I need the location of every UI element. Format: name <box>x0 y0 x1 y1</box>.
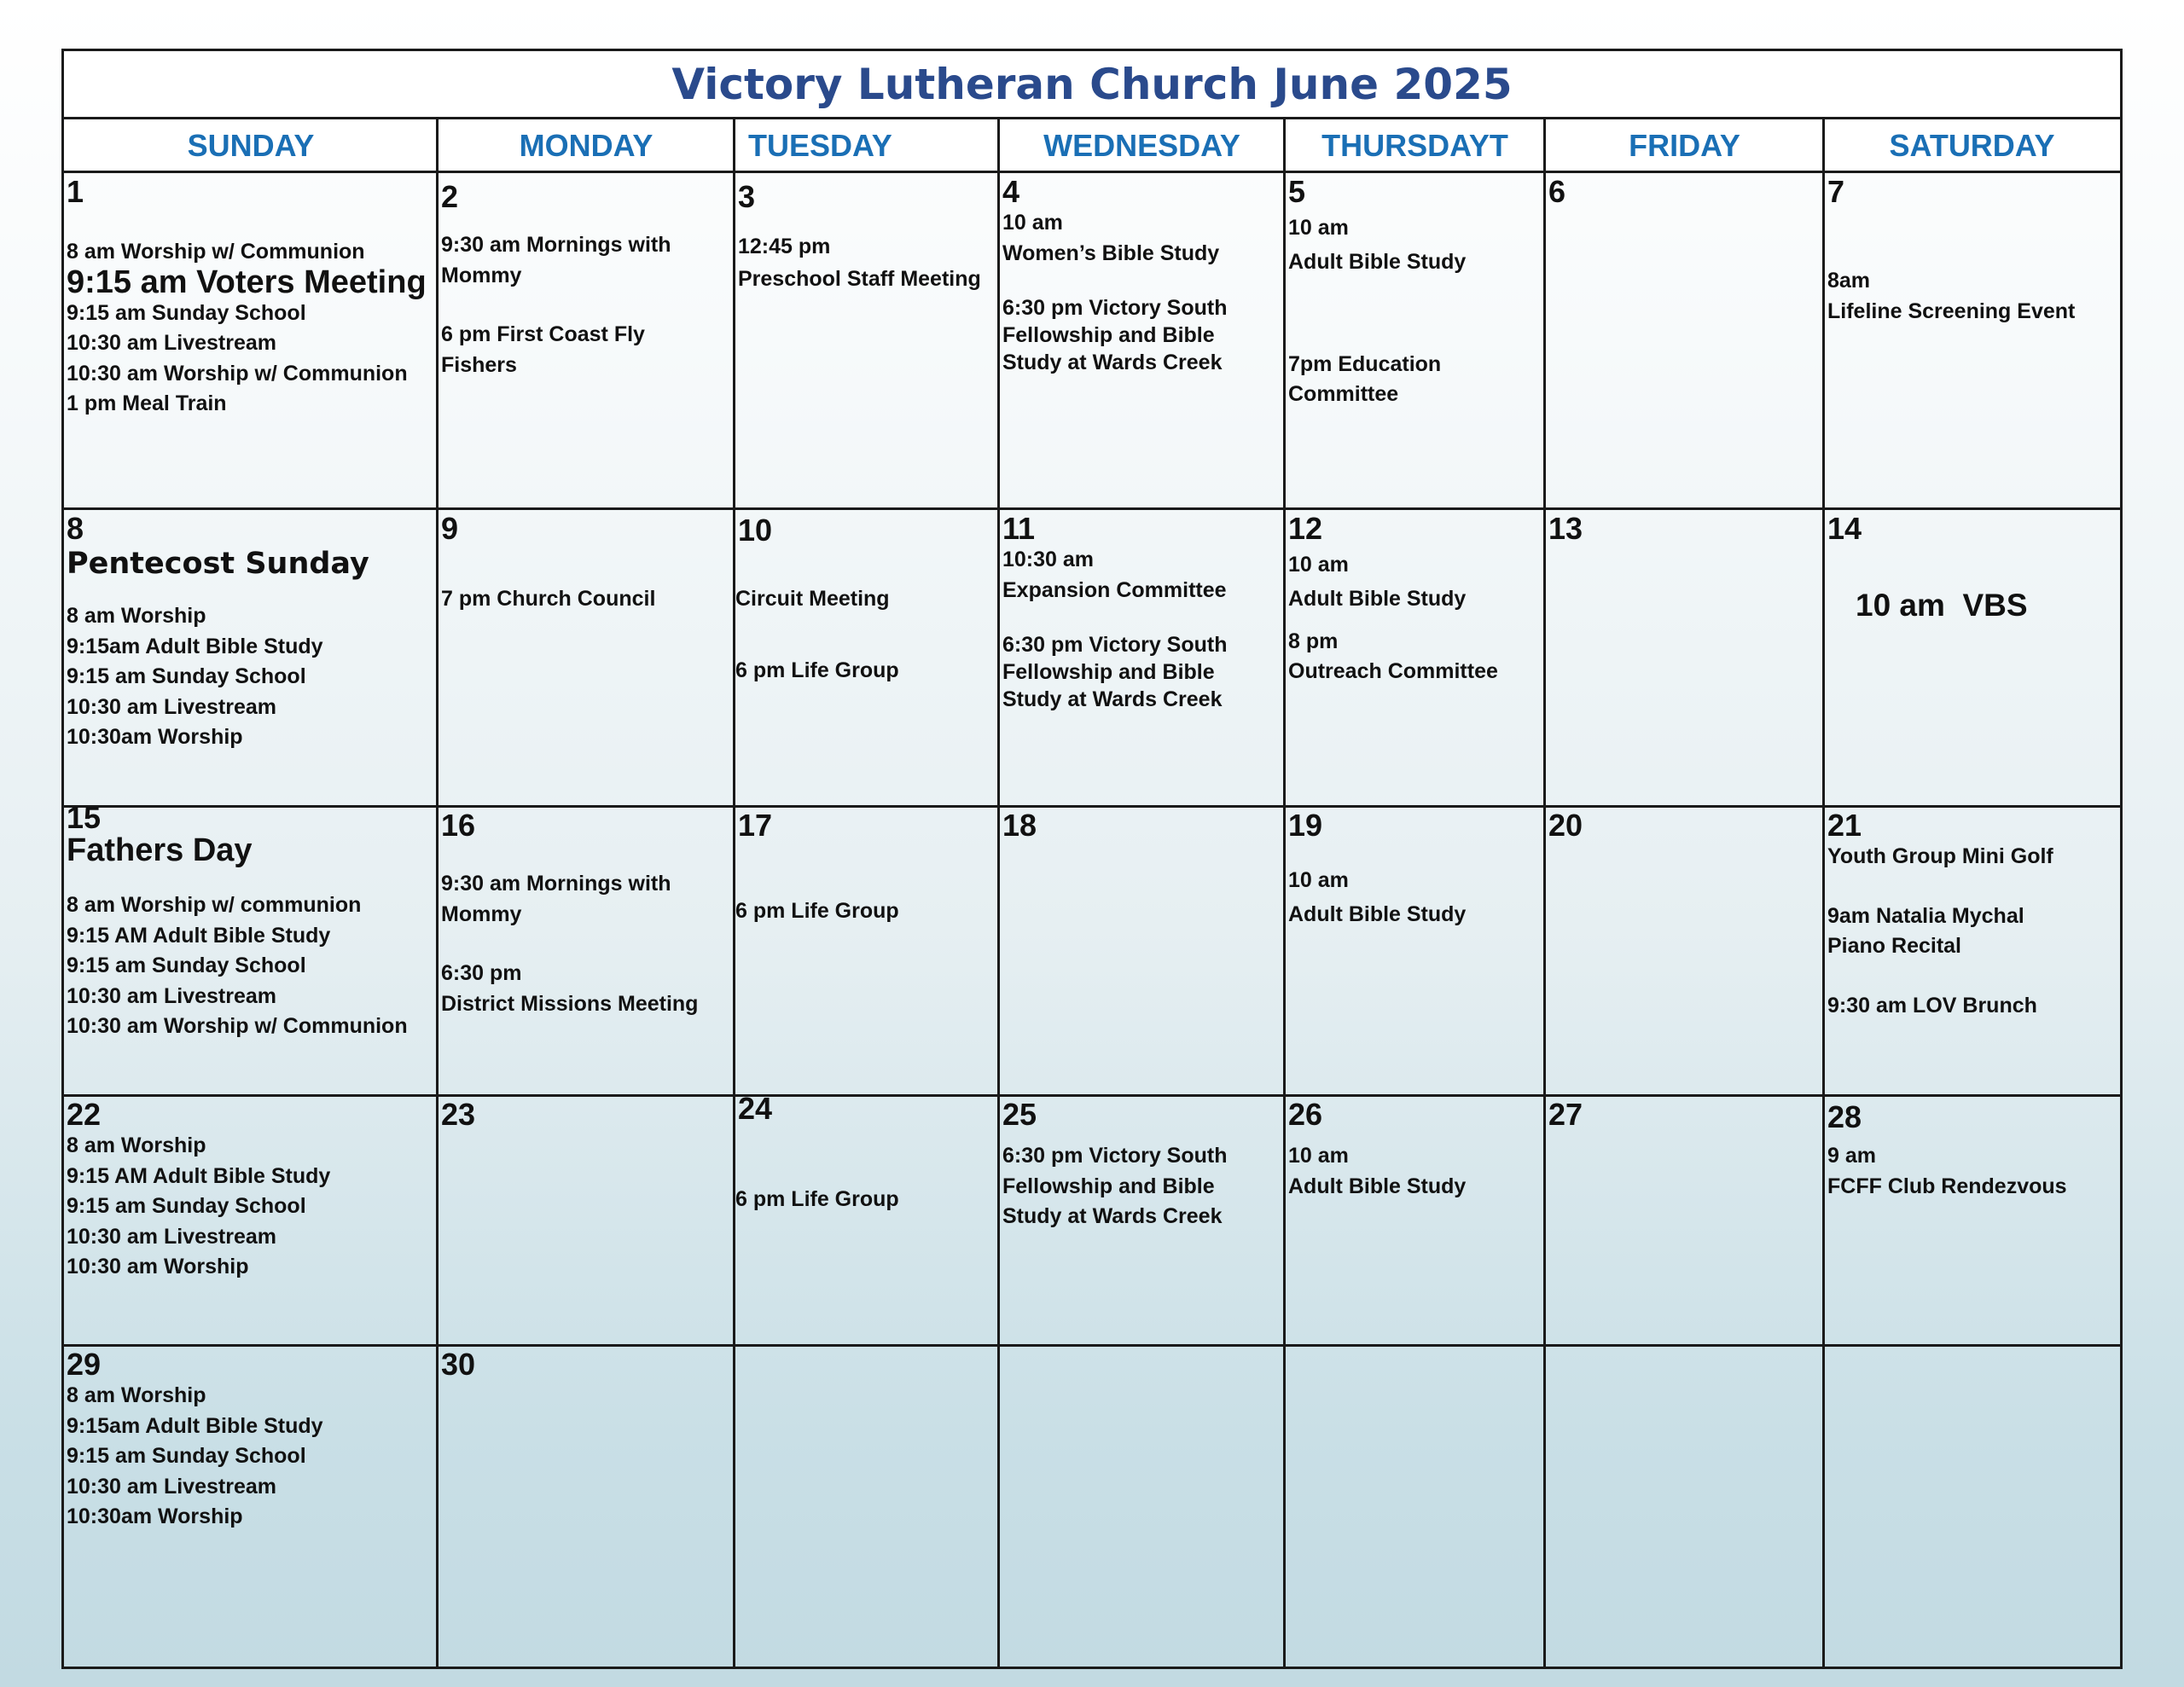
day-cell-21 <box>1825 809 2118 1021</box>
day-number: 20 <box>1548 808 1583 843</box>
event-item: 10 am <box>1002 211 1063 235</box>
event-item: 9:15 am Sunday School <box>67 1194 306 1218</box>
event-item: 8am <box>1827 269 1871 293</box>
event-item: 10:30 am <box>1002 548 1095 571</box>
weekday-sunday: SUNDAY <box>187 128 315 163</box>
event-item: Study at Wards Creek <box>1002 687 1223 711</box>
event-item: 9:30 am Mornings with <box>441 872 671 896</box>
grid-line <box>64 1094 2120 1097</box>
event-item: Outreach Committee <box>1288 659 1498 683</box>
day-cell-29 <box>64 1348 436 1533</box>
event-item: 1 pm Meal Train <box>67 391 227 415</box>
day-number: 18 <box>1002 808 1037 843</box>
event-item-highlight: 9:15 am Voters Meeting <box>67 264 427 300</box>
event-item: Adult Bible Study <box>1288 587 1467 611</box>
event-item: 6:30 pm <box>441 961 522 985</box>
event-item: 7 pm Church Council <box>441 587 656 611</box>
day-number: 8 <box>67 511 84 546</box>
event-item: 6 pm Life Group <box>735 658 899 682</box>
event-item: 9:30 am LOV Brunch <box>1827 993 2037 1017</box>
event-item: 10:30 am Worship w/ Communion <box>67 1014 408 1038</box>
event-item: 10 am <box>1288 216 1349 240</box>
event-item: 9:15 am Sunday School <box>67 954 306 977</box>
day-cell-7 <box>1825 176 2118 327</box>
day-number: 9 <box>441 511 459 546</box>
event-item: 9:15 AM Adult Bible Study <box>67 923 331 948</box>
event-item: 10:30 am Worship w/ Communion <box>67 361 408 386</box>
event-item: Adult Bible Study <box>1288 250 1467 274</box>
grid-line <box>64 171 2120 173</box>
day-number: 29 <box>67 1347 102 1382</box>
day-number: 16 <box>441 808 476 843</box>
day-cell-13 <box>1546 513 1822 545</box>
day-cell-23 <box>439 1099 733 1131</box>
day-cell-4 <box>1000 176 1283 376</box>
day-number: 2 <box>441 179 459 214</box>
grid-line <box>1543 119 1546 1667</box>
event-item: 8 am Worship <box>67 1133 206 1157</box>
event-item: 6:30 pm Victory South <box>1002 633 1228 657</box>
day-number: 25 <box>1002 1097 1037 1132</box>
day-cell-27 <box>1546 1099 1822 1131</box>
weekday-saturday: SATURDAY <box>1889 128 2055 163</box>
event-item: Women’s Bible Study <box>1002 241 1220 265</box>
day-cell-12 <box>1286 513 1543 687</box>
event-item: 12:45 pm <box>738 235 831 258</box>
day-number: 14 <box>1827 511 1862 546</box>
event-item: 9am Natalia Mychal <box>1827 903 2024 928</box>
day-cell-28 <box>1825 1101 2118 1202</box>
event-item: Youth Group Mini Golf <box>1827 844 2053 868</box>
day-cell-9 <box>439 513 733 615</box>
weekday-monday: MONDAY <box>519 128 653 163</box>
day-number: 3 <box>738 179 756 214</box>
event-item: 10:30 am Livestream <box>67 1474 276 1499</box>
event-item: Fellowship and Bible <box>1002 660 1215 684</box>
event-item: District Missions Meeting <box>441 991 699 1016</box>
event-item: 9:15am Adult Bible Study <box>67 1413 323 1438</box>
event-item: Study at Wards Creek <box>1002 351 1223 374</box>
event-item-highlight: 10 am VBS <box>1856 588 2028 623</box>
day-cell-16 <box>439 809 733 1019</box>
event-item: 9:15 am Sunday School <box>67 300 306 325</box>
day-cell-25 <box>1000 1099 1283 1232</box>
day-number: 30 <box>441 1347 476 1382</box>
day-number: 10 <box>738 513 773 548</box>
day-cell-17 <box>735 809 997 927</box>
day-cell-3 <box>735 181 997 295</box>
day-cell-15 <box>64 800 436 1042</box>
day-number: 23 <box>441 1097 476 1132</box>
weekday-wednesday: WEDNESDAY <box>1043 128 1240 163</box>
event-item: Mommy <box>441 263 522 287</box>
day-cell-24 <box>735 1093 997 1215</box>
event-item: 6 pm Life Group <box>735 1187 899 1211</box>
event-item: 6:30 pm Victory South <box>1002 296 1228 320</box>
calendar-title: Victory Lutheran Church June 2025 <box>64 51 2120 119</box>
event-item: Fishers <box>441 352 517 377</box>
event-item: 10 am <box>1288 1144 1349 1168</box>
day-cell-14 <box>1825 513 2118 623</box>
grid-line <box>64 507 2120 510</box>
event-item: Adult Bible Study <box>1288 902 1467 926</box>
event-item: 8 am Worship <box>67 1383 206 1407</box>
weekday-friday: FRIDAY <box>1629 128 1740 163</box>
day-cell-6 <box>1546 176 1822 208</box>
day-cell-22 <box>64 1099 436 1283</box>
day-number: 27 <box>1548 1097 1583 1132</box>
day-number: 26 <box>1288 1097 1323 1132</box>
weekday-header-row <box>64 119 2120 172</box>
day-number: 4 <box>1002 174 1020 209</box>
weekday-thursday: THURSDAYT <box>1321 128 1508 163</box>
event-item: 8 am Worship w/ communion <box>67 893 362 917</box>
day-number: 24 <box>738 1091 773 1126</box>
day-cell-26 <box>1286 1099 1543 1202</box>
day-number: 11 <box>1002 511 1036 546</box>
event-item: 6 pm Life Group <box>735 899 899 923</box>
weekday-tuesday: TUESDAY <box>748 128 892 163</box>
day-number: 12 <box>1288 511 1323 546</box>
day-number: 28 <box>1827 1099 1862 1134</box>
event-item: Study at Wards Creek <box>1002 1204 1223 1228</box>
event-item: Preschool Staff Meeting <box>738 267 981 291</box>
day-cell-19 <box>1286 809 1543 930</box>
event-item: 10:30 am Livestream <box>67 331 276 355</box>
holiday-label: Pentecost Sunday <box>67 547 369 581</box>
event-item: 8 pm <box>1288 629 1339 653</box>
event-item: 10:30 am Livestream <box>67 694 276 719</box>
day-number: 13 <box>1548 511 1583 546</box>
event-item: 10:30 am Worship <box>67 1255 249 1278</box>
event-item: 10:30am Worship <box>67 1504 243 1528</box>
event-item: 10:30 am Livestream <box>67 983 276 1008</box>
event-item: Committee <box>1288 382 1399 406</box>
day-cell-2 <box>439 181 733 380</box>
event-item: Fellowship and Bible <box>1002 323 1215 347</box>
event-item: 10 am <box>1288 553 1349 577</box>
event-item: Adult Bible Study <box>1288 1174 1467 1198</box>
day-number: 7 <box>1827 174 1845 209</box>
event-item: 10:30am Worship <box>67 725 243 749</box>
day-cell-30 <box>439 1348 733 1381</box>
day-number: 1 <box>67 174 84 209</box>
event-item: 9:15 am Sunday School <box>67 1444 306 1468</box>
event-item: 9:15am Adult Bible Study <box>67 634 323 658</box>
event-item: 10 am <box>1288 868 1349 892</box>
event-item: Mommy <box>441 901 522 926</box>
day-number: 5 <box>1288 174 1306 209</box>
event-item: 7pm Education <box>1288 351 1442 376</box>
holiday-label: Fathers Day <box>67 832 253 868</box>
event-item: 8 am Worship w/ Communion <box>67 240 365 264</box>
event-item: Circuit Meeting <box>735 587 890 611</box>
event-item: 6 pm First Coast Fly <box>441 322 645 346</box>
event-item: 9 am <box>1827 1144 1876 1168</box>
event-item: 9:15 AM Adult Bible Study <box>67 1163 331 1188</box>
day-cell-11 <box>1000 513 1283 713</box>
event-item: 9:15 am Sunday School <box>67 664 306 688</box>
event-item: 9:30 am Mornings with <box>441 233 671 257</box>
day-number: 22 <box>67 1097 102 1132</box>
day-cell-1 <box>64 176 436 420</box>
day-cell-20 <box>1546 809 1822 842</box>
event-item: 6:30 pm Victory South <box>1002 1144 1228 1168</box>
event-item: Expansion Committee <box>1002 577 1227 602</box>
day-cell-8 <box>64 513 436 753</box>
event-item: 10:30 am Livestream <box>67 1224 276 1249</box>
event-item: FCFF Club Rendezvous <box>1827 1174 2067 1198</box>
day-cell-18 <box>1000 809 1283 842</box>
day-number: 15 <box>67 800 102 835</box>
event-item: Lifeline Screening Event <box>1827 299 2076 323</box>
day-number: 17 <box>738 808 773 843</box>
event-item: 8 am Worship <box>67 604 206 628</box>
day-number: 19 <box>1288 808 1323 843</box>
day-cell-10 <box>735 514 997 686</box>
day-number: 21 <box>1827 808 1862 843</box>
event-item: Piano Recital <box>1827 934 1961 958</box>
day-number: 6 <box>1548 174 1566 209</box>
calendar <box>61 49 2123 1669</box>
day-cell-5 <box>1286 176 1543 410</box>
grid-line <box>64 1344 2120 1347</box>
event-item: Fellowship and Bible <box>1002 1174 1215 1198</box>
